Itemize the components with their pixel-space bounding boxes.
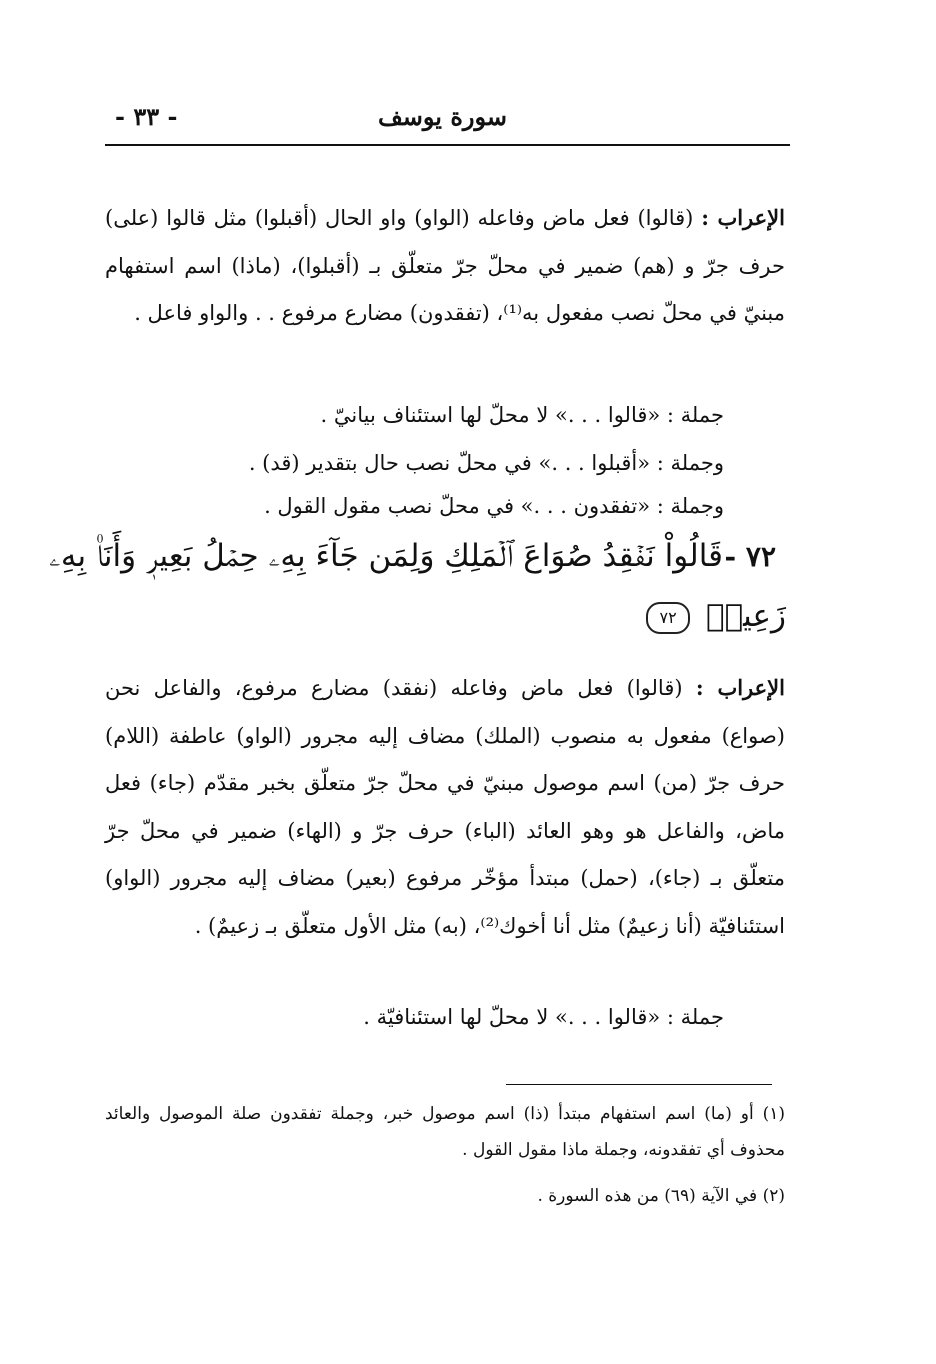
footnote-divider — [506, 1084, 772, 1085]
footnote-2: (٢) في الآية (٦٩) من هذه السورة . — [537, 1186, 785, 1206]
sentence-note-2: وجملة : «أقبلوا . . .» في محلّ نصب حال بتقدير (قد) . — [248, 451, 724, 475]
irab-heading: الإعراب : — [701, 205, 785, 230]
quran-verse: قَالُواْ نَفۡقِدُ صُوَاعَ ٱلۡمَلِكِ وَلِمَن جَآءَ بِهِۦ حِمۡلُ بَعِيرٖ وَأَنَا۠ بِهِۦ — [49, 538, 723, 574]
irab-paragraph-2 — [105, 664, 785, 950]
verse-number: ٧٢ - — [724, 540, 776, 573]
surah-title: سورة يوسف — [377, 102, 507, 131]
page-header — [105, 98, 790, 144]
header-divider — [105, 144, 790, 146]
sentence-note-4: جملة : «قالوا . . .» لا محلّ لها استئنافيّة . — [363, 1005, 724, 1029]
irab-text: (قالوا) فعل ماض وفاعله (نفقد) مضارع مرفوع، والفاعل نحن (صواع) مفعول به منصوب (الملك) مضاف إليه مجرور (الواو) عاطفة (اللام) حرف جرّ (من) اسم موصول مبنيّ في محلّ جرّ متعلّق بخبر مقدّم (جاء) فعل ماض، والفاعل هو وهو العائد (الباء) حرف جرّ و (الهاء) ضمير في محلّ جرّ متعلّق بـ (جاء)، (حمل) مبتدأ مؤخّر مرفوع (بعير) مضاف إليه مجرور (الواو) استئنافيّة (أنا زعيمٌ) مثل أنا أخوك⁽²⁾، (به) مثل الأول متعلّق بـ زعيمٌ) . — [105, 676, 785, 938]
footnote-1: (١) أو (ما) اسم استفهام مبتدأ (ذا) اسم موصول خبر، وجملة تفقدون صلة الموصول والعائد محذوف أي تفقدونه، وجملة ماذا مقول القول . — [105, 1104, 785, 1160]
irab-paragraph-1 — [105, 194, 785, 338]
irab-text: (قالوا) فعل ماض وفاعله (الواو) واو الحال (أقبلوا) مثل قالوا (على) حرف جرّ و (هم) ضمير في محلّ جرّ متعلّق بـ (أقبلوا)، (ماذا) اسم استفهام مبنيّ في محلّ نصب مفعول به⁽¹⁾، (تفقدون) مضارع مرفوع . . والواو فاعل . — [105, 206, 785, 325]
sentence-note-1: جملة : «قالوا . . .» لا محلّ لها استئناف بيانيّ . — [320, 403, 724, 427]
irab-heading: الإعراب : — [695, 675, 785, 700]
ayah-end-marker: ٧٢ — [646, 602, 690, 634]
footnotes — [105, 1096, 785, 1224]
quran-verse-end — [646, 598, 786, 634]
sentence-note-3: وجملة : «تفقدون . . .» في محلّ نصب مقول القول . — [264, 494, 724, 518]
page-number: - ٣٣ - — [115, 102, 178, 131]
verse-end-word: زَعِيمٞ — [705, 598, 786, 634]
